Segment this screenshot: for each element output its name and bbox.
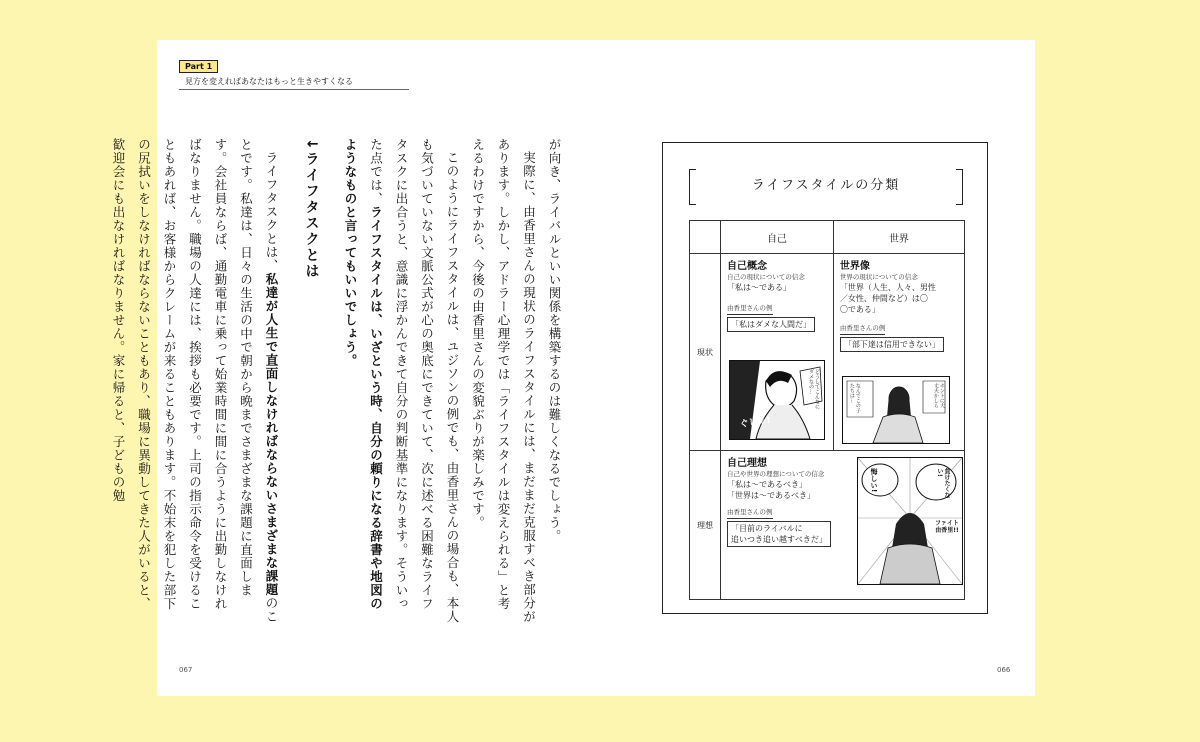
- body-text: [111, 138, 567, 623]
- bracket-right: [956, 169, 963, 205]
- section-heading: ↓ライフタスクとは: [303, 138, 320, 280]
- manga-bubble: どうしてこんなにダメなの…: [808, 369, 820, 409]
- manga-bubble: ホントに大丈夫かしら: [932, 383, 945, 408]
- lifestyle-figure: [662, 142, 988, 614]
- row-header-current: 現状: [690, 254, 721, 451]
- col-header-self: 自己: [721, 221, 834, 254]
- classification-table: [689, 220, 965, 600]
- paragraph: 実際に、由香里さんの現状のライフスタイルには、まだまだ克服すべき部分があります。しかし、アドラー心理学では「ライフスタイルは変えられる」と考えるわけですから、今後の由香里さんの変貌ぶりが楽しみです。: [470, 138, 537, 623]
- page-number-left: 067: [179, 666, 193, 674]
- book-spread: [111, 40, 1035, 696]
- page-number-right: 066: [997, 666, 1011, 674]
- part-label: Part 1: [179, 60, 218, 73]
- cell-self-concept: 自己概念 自己の現状についての信念 「私は〜である」 由香里さんの例 「私はダメな人間だ」 ぐしゃ! どうしてこんなにダメなの…: [721, 254, 834, 451]
- corner-cell: [690, 221, 721, 254]
- manga-bubble: なんでこの子たちは…: [848, 383, 861, 413]
- manga-panel-crumple: [729, 360, 825, 440]
- paragraph: ライフタスクとは、私達が人生で直面しなければならないさまざまな課題のことです。私達は、日々の生活の中で朝から晩までさまざまな課題に直面します。会社員ならば、通勤電車に乗って始業時間に間に合うように出勤しなければなりません。職場の人達には、挨拶も必要です。上司の指示命令を受けることもあれば、お客様からクレームが来ることもあります。不始末を犯した部下の尻拭いをしなければならないこともあり、職場に異動してきた人がいると、歓迎会にも出なければなりません。家に帰ると、子どもの勉: [111, 138, 279, 623]
- manga-bubble: 悔しい!: [870, 468, 878, 493]
- cell-world-image: 世界像 世界の現状についての信念 「世界（人生、人々、男性 ／女性、仲間など）は〇 〇である」 由香里さんの例 「部下達は信用できない」 なんでこの子たちは… ホントに大丈夫かしら: [833, 254, 964, 451]
- col-header-world: 世界: [833, 221, 964, 254]
- manga-panel-determined: [857, 457, 963, 585]
- manga-shout: ファイト由香里!!: [935, 520, 959, 534]
- manga-bubble: 負けたくない!: [936, 468, 950, 498]
- paragraph: このようにライフスタイルは、ユジソンの例でも、由香里さんの場合も、本人も気づいていない文脈公式が心の奥底にできていて、次に述べる困難なライフタスクに出合うと、意識に浮かんできて自分の判断基準になります。そういった点では、ライフスタイルは、いざという時、自分の頼りになる辞書や地図のようなものと言ってもいいでしょう。: [343, 138, 460, 623]
- row-header-ideal: 理想: [690, 451, 721, 600]
- manga-sfx: ぐしゃ!: [739, 415, 772, 430]
- running-header: 見方を変えればあなたはもっと生きやすくなる: [185, 77, 353, 86]
- paragraph: が向き、ライバルといい関係を構築するのは難しくなるでしょう。: [547, 138, 562, 543]
- header-rule: [179, 89, 409, 90]
- figure-title: ライフスタイルの分類: [689, 169, 963, 203]
- bracket-left: [689, 169, 696, 205]
- manga-panel-doubt: [842, 376, 950, 444]
- cell-self-ideal: 自己理想 自己や世界の理想についての信念 「私は〜であるべき」 「世界は〜であるべき」 由香里さんの例 「目前のライバルに 追いつき追い越すべきだ」 悔しい! 負けたくない! ファイト由香里!!: [721, 451, 965, 600]
